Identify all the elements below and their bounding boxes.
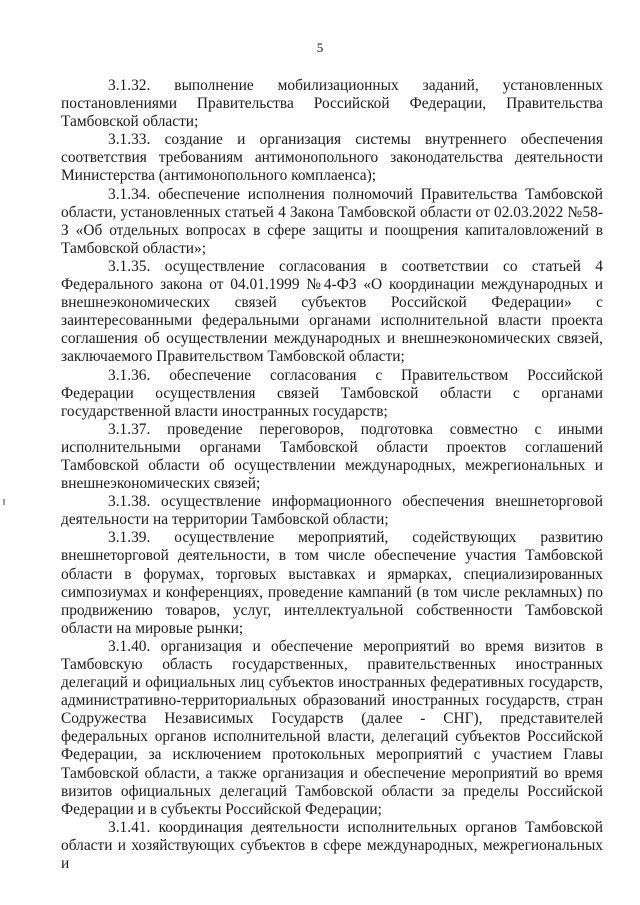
clause-3-1-40 [61,638,603,819]
clause-number: 3.1.41. [108,818,151,836]
clause-number: 3.1.35. [108,257,151,275]
clause-3-1-34 [61,186,603,258]
clause-number: 3.1.34. [108,185,151,203]
clause-3-1-38 [61,493,603,529]
clause-text: проведение переговоров, подготовка совместно с иными исполнительными органами Тамбовской области проектов соглашений Тамбовской области об осуществлении международных, межрегиональных и внешнеэкономических связей; [61,420,603,493]
clause-3-1-33 [61,131,603,185]
clause-text: осуществление мероприятий, содействующих развитию внешнеторговой деятельности, в том числе обеспечение участия Тамбовской области в форумах, торговых выставках и ярмарках, специализированных симпозиумах и конференциях, проведение кампаний (в том числе рекламных) по продвижению товаров, услуг, интеллектуальной собственности Тамбовской области на мировые рынки; [61,529,603,637]
clause-3-1-35 [61,258,603,367]
scan-margin-mark [3,499,5,505]
clause-text: обеспечение исполнения полномочий Правительства Тамбовской области, установленных статьей 4 Закона Тамбовской области от 02.03.2022 №58-З «Об отдельных вопросах в сфере защиты и поощрения капиталовложений в Тамбовской области»; [61,185,603,257]
clause-number: 3.1.32. [108,77,151,94]
clause-3-1-39 [61,529,603,638]
clause-text: создание и организация системы внутреннего обеспечения соответствия требованиям антимонопольного законодательства деятельности Министерства (антимонопольного комплаенса); [61,131,603,185]
clause-3-1-36 [61,367,603,421]
clause-number: 3.1.33. [108,131,151,149]
clause-text: организация и обеспечение мероприятий во время визитов в Тамбовскую область государственных, правительственных иностранных делегаций и официальных лиц субъектов иностранных федеративных государств, административно-территориальных образований иностранных государств, стран Содружества Независимых Государств (далее - СНГ), представителей федеральных органов исполнительной власти, делегаций субъектов Российской Федерации, за исключением протокольных мероприятий с участием Главы Тамбовской области, а также организация и обеспечение мероприятий во время визитов официальных делегаций Тамбовской области за пределы Российской Федерации и в субъекты Российской Федерации; [61,637,603,818]
clause-text: обеспечение согласования с Правительством Российской Федерации осуществления связей Тамбовской области с органами государственной власти иностранных государств; [61,366,603,420]
clause-3-1-37 [61,421,603,493]
clause-number: 3.1.37. [108,420,151,438]
clause-text: выполнение мобилизационных заданий, установленных постановлениями Правительства Российской Федерации, Правительства Тамбовской области; [61,77,603,131]
clause-3-1-32 [61,77,603,131]
clause-text: координация деятельности исполнительных органов Тамбовской области и хозяйствующих субъектов в сфере международных, межрегиональных и [61,818,603,873]
page-number: 5 [316,40,324,55]
clause-number: 3.1.40. [108,637,151,655]
clause-text: осуществление согласования в соответствии со статьей 4 Федерального закона от 04.01.1999 №4-ФЗ «О координации международных и внешнеэкономических связей субъектов Российской Федерации» с заинтересованными федеральными органами исполнительной власти проекта соглашения об осуществлении международных и внешнеэкономических связей, заключаемого Правительством Тамбовской области; [61,257,603,366]
clause-text: осуществление информационного обеспечения внешнеторговой деятельности на территории Тамбовской области; [61,493,603,529]
clause-number: 3.1.38. [108,493,151,511]
document-body [61,77,603,873]
clause-number: 3.1.36. [108,366,151,384]
clause-3-1-41 [61,819,603,873]
clause-number: 3.1.39. [108,529,151,547]
